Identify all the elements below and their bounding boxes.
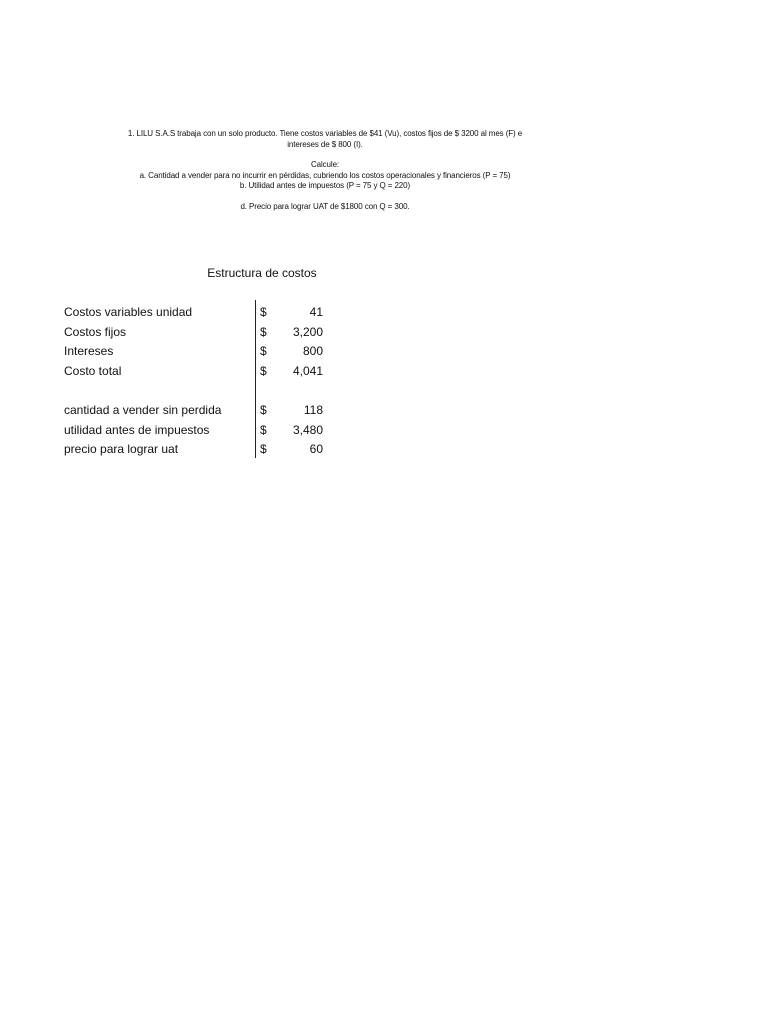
cost-row-variable-unit bbox=[64, 303, 334, 323]
currency-sign: $ bbox=[260, 403, 267, 417]
calcule-heading: Calcule: bbox=[310, 160, 340, 169]
currency-sign: $ bbox=[260, 422, 267, 437]
cost-value: 3,200 bbox=[292, 324, 323, 339]
cost-label: Intereses bbox=[64, 344, 114, 358]
task-d: d. Precio para lograr UAT de $1800 con Q = 300. bbox=[240, 202, 410, 211]
result-label: precio para lograr uat bbox=[64, 442, 179, 456]
cost-value: 800 bbox=[302, 344, 323, 358]
result-label: cantidad a vender sin perdida bbox=[64, 403, 222, 417]
cost-label: Costos fijos bbox=[64, 324, 127, 339]
row-spacer bbox=[64, 381, 334, 401]
result-value: 60 bbox=[309, 442, 323, 456]
result-row-price bbox=[64, 440, 334, 460]
cost-row-interest bbox=[64, 342, 334, 362]
problem-task-d-block bbox=[60, 202, 590, 213]
currency-sign: $ bbox=[260, 344, 267, 358]
problem-tasks bbox=[60, 160, 590, 192]
problem-intro-line-1: 1. LILU S.A.S trabaja con un solo producto. Tiene costos variables de $41 (Vu), costos fijos de $ 3200 al mes (F) e bbox=[127, 129, 523, 138]
result-value: 3,480 bbox=[292, 422, 323, 437]
cost-row-fixed bbox=[64, 323, 334, 343]
cost-value: 41 bbox=[309, 305, 323, 319]
result-label: utilidad antes de impuestos bbox=[64, 422, 210, 437]
currency-sign: $ bbox=[260, 324, 267, 339]
task-a: a. Cantidad a vender para no incurrir en pérdidas, cubriendo los costos operacionales y financieros (P = 75) bbox=[139, 170, 511, 180]
cost-row-total bbox=[64, 362, 334, 382]
cost-structure-title: Estructura de costos bbox=[207, 266, 317, 280]
currency-sign: $ bbox=[260, 305, 267, 319]
problem-intro-line-2: intereses de $ 800 (I). bbox=[287, 139, 363, 149]
result-row-profit bbox=[64, 421, 334, 441]
result-row-quantity bbox=[64, 401, 334, 421]
currency-sign: $ bbox=[260, 363, 267, 378]
result-value: 118 bbox=[303, 403, 323, 417]
currency-sign: $ bbox=[260, 442, 267, 456]
cost-label: Costos variables unidad bbox=[64, 305, 193, 319]
task-b: b. Utilidad antes de impuestos (P = 75 y Q = 220) bbox=[239, 181, 411, 190]
cost-label: Costo total bbox=[64, 363, 122, 378]
cost-structure-table bbox=[64, 303, 334, 460]
cost-value: 4,041 bbox=[292, 363, 323, 378]
problem-statement bbox=[60, 129, 590, 150]
